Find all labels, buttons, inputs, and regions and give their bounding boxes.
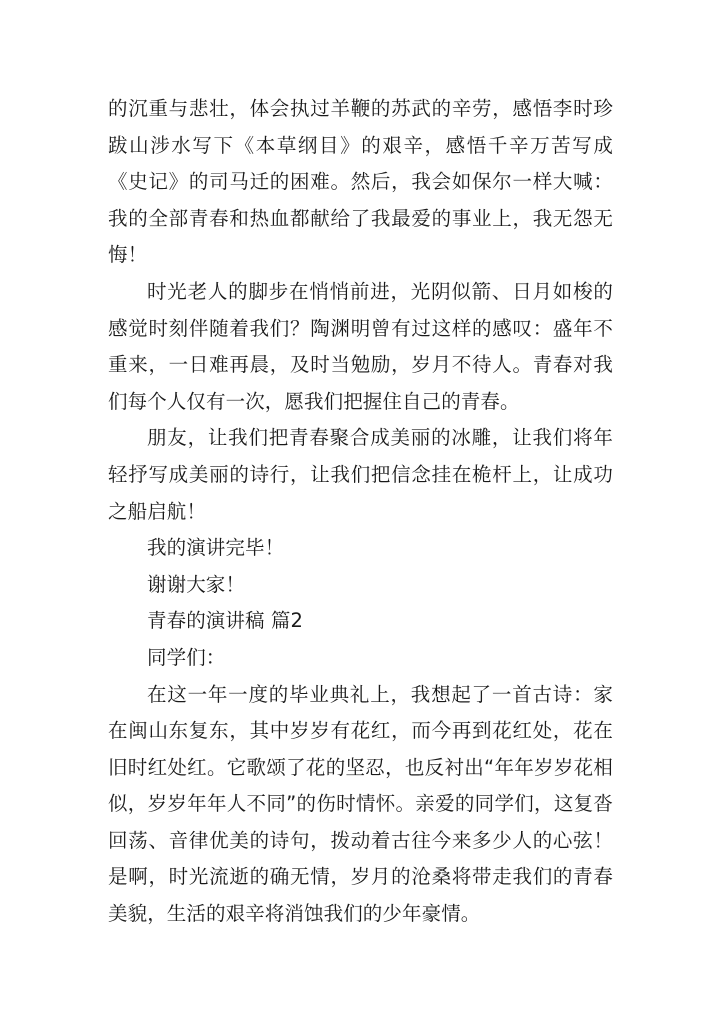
paragraph-2: 时光老人的脚步在悄悄前进，光阴似箭、日月如梭的感觉时刻伴随着我们？陶渊明曾有过这样的感叹：盛年不重来，一日难再晨，及时当勉励，岁月不待人。青春对我们每个人仅有一次，愿我们把握住自己的青春。 xyxy=(108,279,613,413)
paragraph-4: 在这一年一度的毕业典礼上，我想起了一首古诗：家在闽山东复东，其中岁岁有花红，而今再到花红处，花在旧时红处红。它歌颂了花的坚忍，也反衬出“年年岁岁花相似，岁岁年年人不同”的伤时情怀。亲爱的同学们，这复沓回荡、音律优美的诗句，拨动着古往今来多少人的心弦！是啊，时光流逝的确无情，岁月的沧桑将带走我们的青春美貌，生活的艰辛将消蚀我们的少年豪情。 xyxy=(108,682,613,926)
paragraph-3: 朋友，让我们把青春聚合成美丽的冰雕，让我们将年轻抒写成美丽的诗行，让我们把信念挂在桅杆上，让成功之船启航！ xyxy=(108,426,613,523)
document-body xyxy=(108,91,613,933)
section-heading: 青春的演讲稿 篇2 xyxy=(147,609,304,633)
thanks-line: 谢谢大家！ xyxy=(147,572,246,596)
paragraph-1: 的沉重与悲壮，体会执过羊鞭的苏武的辛劳，感悟李时珍跋山涉水写下《本草纲目》的艰辛，感悟千辛万苦写成《史记》的司马迁的困难。然后，我会如保尔一样大喊：我的全部青春和热血都献给了我最爱的事业上，我无怨无悔！ xyxy=(108,97,613,267)
closing-line: 我的演讲完毕！ xyxy=(147,536,285,560)
salutation: 同学们： xyxy=(147,645,226,669)
